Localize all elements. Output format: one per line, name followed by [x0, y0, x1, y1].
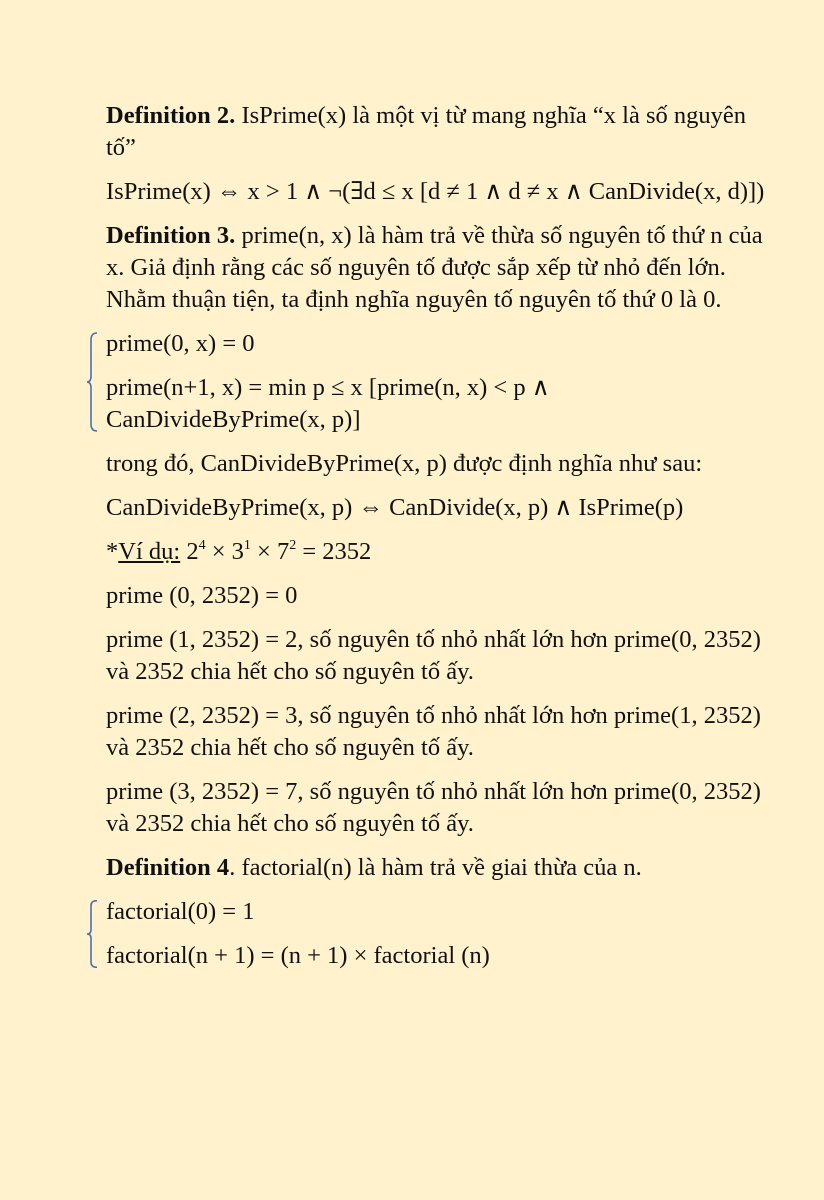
definition-4-label: Definition 4 — [106, 854, 230, 881]
prime-cases — [106, 328, 766, 436]
definition-4-text: . factorial(n) là hàm trả về giai thừa của n. — [229, 854, 642, 881]
example-prefix: * — [106, 538, 119, 565]
definition-3-label: Definition 3. — [106, 222, 236, 249]
definition-2 — [106, 100, 766, 164]
example-result: = 2352 — [296, 538, 372, 565]
where-formula: CanDivideByPrime(x, p) ⇔ CanDivide(x, p) ∧ IsPrime(p) — [106, 494, 684, 521]
example-factor-3: × 7 — [250, 538, 290, 565]
factorial-cases — [106, 896, 766, 972]
definition-2-label: Definition 2. — [106, 102, 236, 129]
example-line-1: prime (1, 2352) = 2, số nguyên tố nhỏ nhất lớn hơn prime(0, 2352) và 2352 chia hết cho số nguyên tố ấy. — [106, 626, 761, 685]
document-page — [106, 100, 766, 984]
where-text: trong đó, CanDivideByPrime(x, p) được định nghĩa như sau: — [106, 450, 703, 477]
factorial-case-recursive: factorial(n + 1) = (n + 1) × factorial (n) — [106, 942, 490, 969]
example-header — [106, 536, 766, 568]
prime-case-recursive: prime(n+1, x) = min p ≤ x [prime(n, x) < p ∧ CanDivideByPrime(x, p)] — [106, 374, 550, 433]
definition-3 — [106, 220, 766, 316]
definition-2-formula: IsPrime(x) ⇔ x > 1 ∧ ¬(∃d ≤ x [d ≠ 1 ∧ d ≠ x ∧ CanDivide(x, d)]) — [106, 178, 765, 205]
example-exponent-2: 1 — [243, 538, 251, 553]
factorial-case-base: factorial(0) = 1 — [106, 898, 255, 925]
example-exponent-1: 4 — [198, 538, 206, 553]
left-brace-icon — [86, 332, 98, 432]
prime-case-base: prime(0, x) = 0 — [106, 330, 255, 357]
example-line-3: prime (3, 2352) = 7, số nguyên tố nhỏ nhất lớn hơn prime(0, 2352) và 2352 chia hết cho số nguyên tố ấy. — [106, 778, 761, 837]
definition-4 — [106, 852, 766, 884]
example-line-0: prime (0, 2352) = 0 — [106, 582, 298, 609]
definition-3-text: prime(n, x) là hàm trả về thừa số nguyên tố thứ n của x. Giả định rằng các số nguyên tố được sắp xếp từ nhỏ đến lớn. Nhằm thuận tiện, ta định nghĩa nguyên tố nguyên tố thứ 0 là 0. — [106, 222, 763, 313]
example-factor-1: 2 — [180, 538, 199, 565]
definition-2-text: IsPrime(x) là một vị từ mang nghĩa “x là số nguyên tố” — [106, 102, 746, 161]
example-line-2: prime (2, 2352) = 3, số nguyên tố nhỏ nhất lớn hơn prime(1, 2352) và 2352 chia hết cho số nguyên tố ấy. — [106, 702, 761, 761]
example-exponent-3: 2 — [289, 538, 297, 553]
left-brace-icon — [86, 900, 98, 968]
example-label: Ví dụ: — [118, 538, 181, 565]
example-factor-2: × 3 — [205, 538, 244, 565]
